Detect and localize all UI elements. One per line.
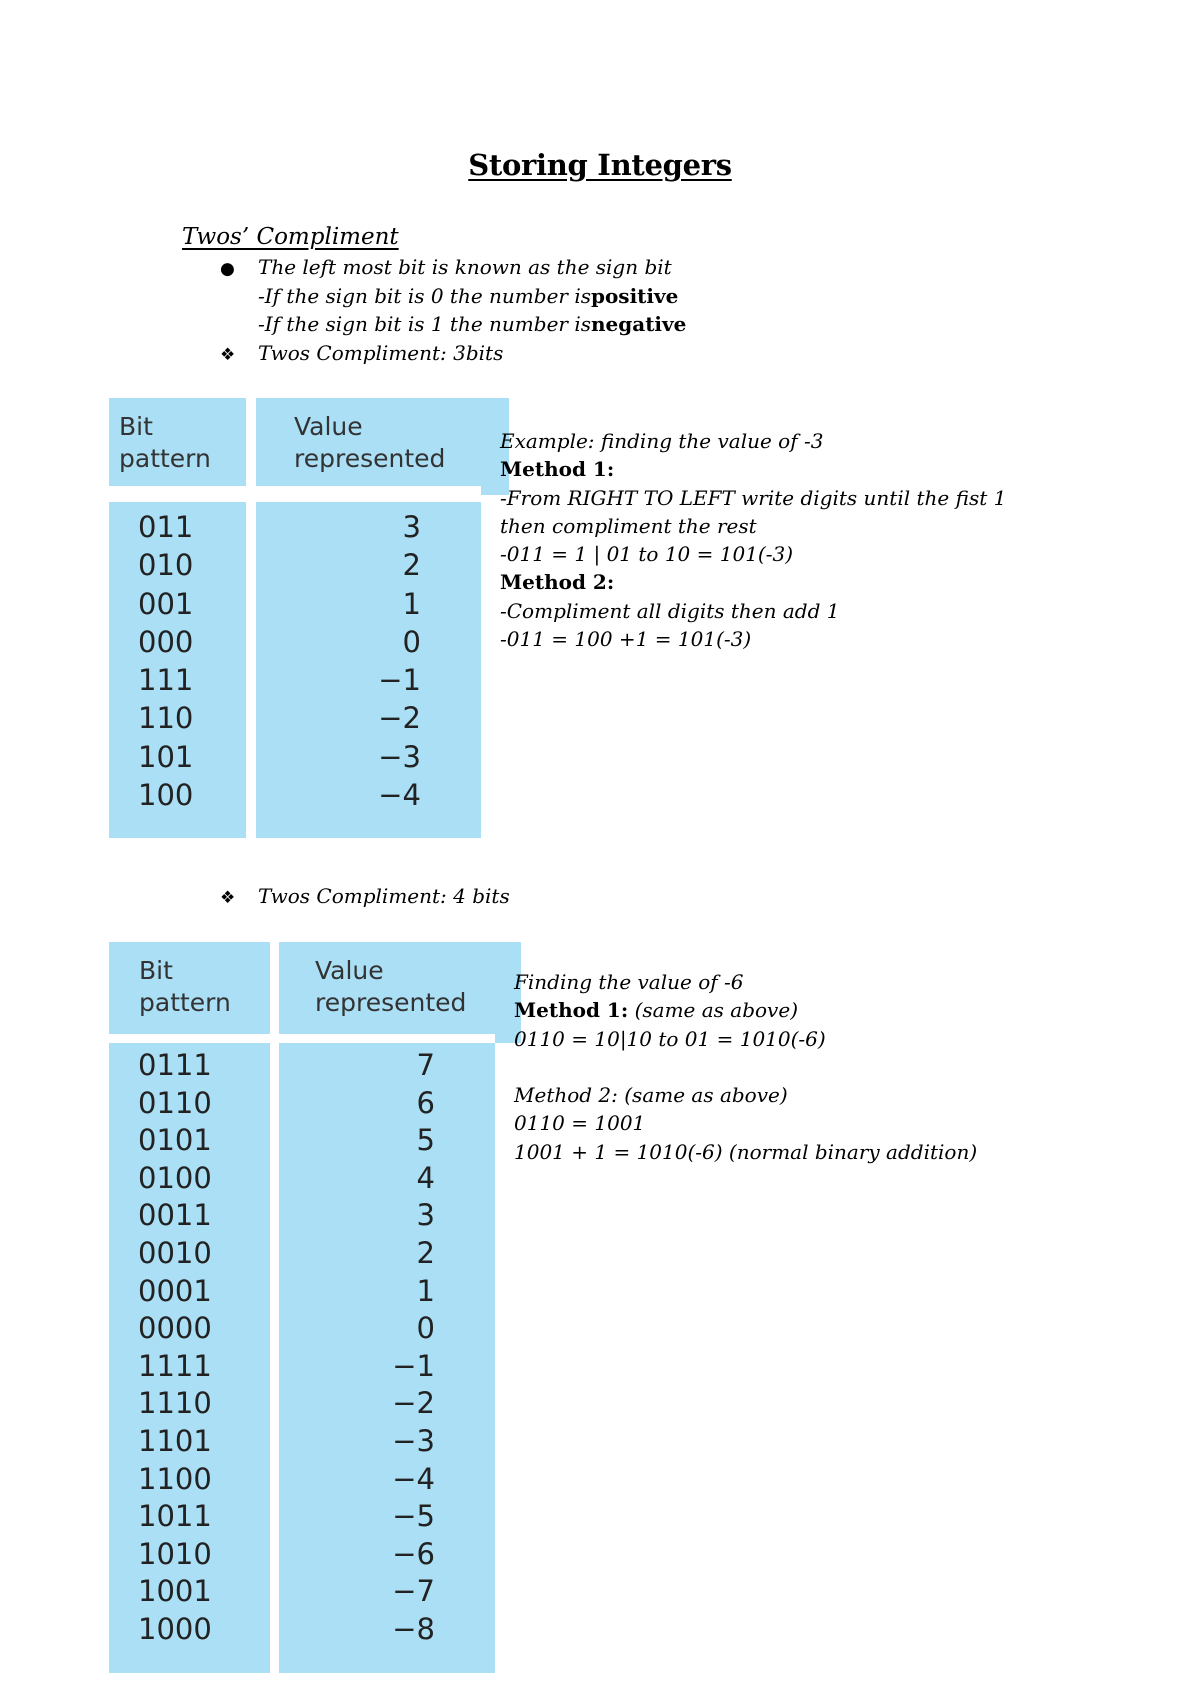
method-1-label: Method 1:	[500, 457, 615, 482]
method-1-label: Method 1:	[514, 998, 629, 1023]
page-title: Storing Integers	[468, 148, 732, 182]
value-cell: 2	[402, 548, 421, 583]
bit-pattern-cell: 1000	[138, 1611, 212, 1646]
bullet-line	[220, 341, 686, 370]
value-cell: 7	[416, 1048, 435, 1082]
diamond-bullet-icon: ❖	[220, 888, 236, 908]
value-cell: 4	[416, 1160, 435, 1195]
method-2-label: Method 2:	[500, 570, 615, 595]
bullet-text: -If the sign bit is 1 the number is	[258, 312, 591, 336]
value-column	[256, 502, 481, 838]
header-divider	[109, 1034, 495, 1043]
value-cell: 1	[402, 586, 421, 621]
bit-pattern-cell: 1010	[138, 1536, 212, 1571]
bullet-bold-word: positive	[590, 283, 679, 308]
bit-pattern-cell: 1110	[138, 1386, 212, 1421]
method-1-line: 0110 = 10|10 to 01 = 1010(-6)	[514, 1026, 826, 1051]
value-cell: −3	[378, 739, 421, 774]
sign-bit-bullets	[220, 255, 686, 369]
bit-pattern-cell: 1111	[138, 1348, 212, 1383]
value-cell: 0	[416, 1311, 435, 1346]
example-four-bit	[514, 968, 977, 1166]
bit-column	[109, 1043, 270, 1673]
bit-pattern-cell: 0110	[138, 1085, 212, 1120]
value-cell: 5	[416, 1123, 435, 1158]
bullet-text: Twos Compliment: 3bits	[258, 340, 504, 365]
bit-pattern-cell: 100	[138, 778, 194, 813]
method-2-heading: Method 2: (same as above)	[514, 1083, 788, 1108]
bit-pattern-cell: 101	[138, 739, 194, 774]
value-cell: −4	[378, 778, 421, 813]
bullet-line	[220, 255, 686, 284]
value-list	[270, 1043, 495, 1649]
bullet-dot-icon: ●	[220, 259, 235, 279]
bit-pattern-cell: 1011	[138, 1499, 212, 1534]
value-cell: −1	[378, 663, 421, 698]
value-cell: −5	[392, 1499, 435, 1534]
value-cell: −3	[392, 1423, 435, 1458]
example-intro: Example: finding the value of -3	[500, 429, 824, 453]
value-cell: −1	[392, 1348, 435, 1383]
value-cell: −2	[378, 701, 421, 736]
value-cell: 6	[416, 1085, 435, 1120]
example-three-bit	[500, 427, 1006, 653]
bit-pattern-cell: 0011	[138, 1198, 212, 1233]
section-four-bits	[220, 884, 510, 908]
method-2-line: 0110 = 1001	[514, 1111, 646, 1136]
bullet-text: -If the sign bit is 0 the number is	[258, 283, 591, 308]
table-header-bit-pattern: Bit pattern	[109, 942, 290, 1043]
method-1-suffix: (same as above)	[628, 998, 798, 1023]
method-1-line: -From RIGHT TO LEFT write digits until the fist 1	[500, 485, 1007, 510]
value-cell: −2	[392, 1386, 435, 1421]
example-intro: Finding the value of -6	[514, 970, 744, 994]
value-column	[270, 1043, 495, 1673]
bit-column	[109, 502, 256, 838]
value-cell: −8	[392, 1611, 435, 1646]
value-cell: 0	[402, 624, 421, 659]
bit-pattern-cell: 1001	[138, 1574, 212, 1609]
bit-list	[109, 502, 256, 814]
bit-pattern-cell: 111	[138, 663, 194, 698]
bit-pattern-cell: 110	[138, 701, 194, 736]
table-header-bit-pattern: Bit pattern	[109, 398, 256, 495]
bit-list	[109, 1043, 270, 1649]
value-cell: −6	[392, 1536, 435, 1571]
bullet-line	[220, 312, 686, 341]
method-2-line: 1001 + 1 = 1010(-6) (normal binary addition)	[514, 1139, 978, 1164]
method-2-line: -Compliment all digits then add 1	[500, 598, 840, 623]
bit-pattern-cell: 0101	[138, 1123, 212, 1158]
bit-pattern-cell: 1100	[138, 1461, 212, 1496]
value-cell: 2	[416, 1235, 435, 1270]
bit-pattern-cell: 0100	[138, 1160, 212, 1195]
value-cell: 1	[416, 1273, 435, 1308]
table-header-value: Value represented	[256, 398, 509, 495]
bit-pattern-cell: 0010	[138, 1235, 212, 1270]
value-cell: 3	[416, 1198, 435, 1233]
bullet-text: The left most bit is known as the sign bit	[258, 255, 672, 279]
bit-pattern-cell: 010	[138, 548, 194, 583]
section-heading-twos-compliment: Twos’ Compliment	[182, 224, 399, 250]
value-cell: 3	[402, 510, 421, 544]
section-four-bits-label: Twos Compliment: 4 bits	[258, 884, 510, 908]
header-divider	[109, 486, 481, 502]
bullet-line	[220, 284, 686, 313]
method-1-line: then compliment the rest	[500, 513, 757, 538]
column-divider	[246, 398, 256, 838]
method-2-line: -011 = 100 +1 = 101(-3)	[500, 627, 752, 652]
value-cell: −4	[392, 1461, 435, 1496]
column-divider	[270, 942, 279, 1673]
bit-pattern-cell: 0000	[138, 1311, 212, 1346]
table-header-value: Value represented	[279, 942, 521, 1043]
bit-pattern-cell: 1101	[138, 1423, 212, 1458]
diamond-bullet-icon: ❖	[220, 344, 236, 365]
bit-pattern-cell: 0111	[138, 1048, 212, 1082]
bit-pattern-cell: 001	[138, 586, 194, 621]
bit-pattern-cell: 0001	[138, 1273, 212, 1308]
value-cell: −7	[392, 1574, 435, 1609]
bit-pattern-cell: 000	[138, 624, 194, 659]
method-1-line: -011 = 1 | 01 to 10 = 101(-3)	[500, 542, 794, 567]
bit-pattern-cell: 011	[138, 510, 194, 544]
bullet-bold-word: negative	[590, 312, 687, 336]
three-bit-table	[109, 398, 481, 838]
four-bit-table	[109, 942, 495, 1673]
value-list	[256, 502, 481, 814]
